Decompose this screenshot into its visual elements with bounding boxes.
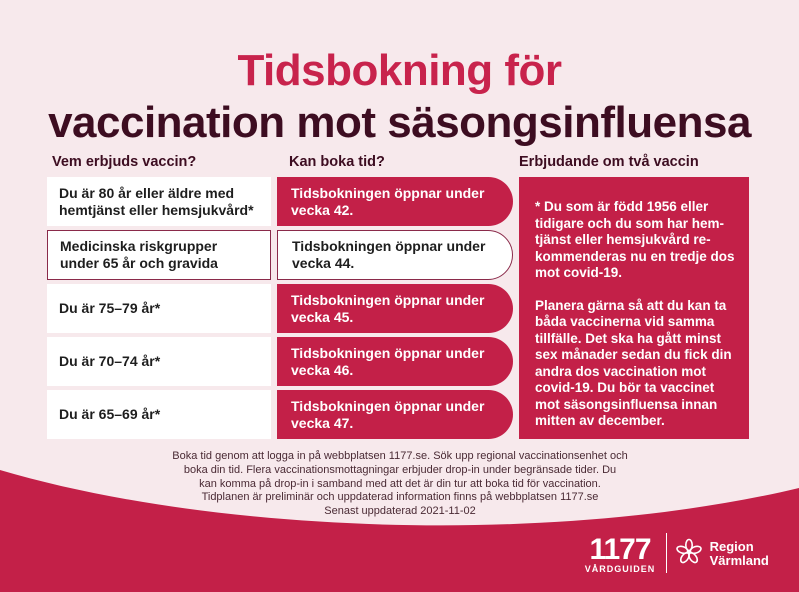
column-header-offer: Erbjudande om två vaccin bbox=[519, 154, 699, 170]
booking-text: Tidsbokningen öppnar under vecka 46. bbox=[291, 344, 485, 378]
booking-box bbox=[277, 230, 513, 280]
page-title-line1: Tidsbokning för bbox=[237, 46, 562, 95]
booking-box bbox=[277, 390, 513, 439]
booking-info-text bbox=[150, 450, 650, 519]
booking-text: Tidsbokningen öppnar under vecka 42. bbox=[291, 184, 485, 218]
offer-paragraph: * Du som är född 1956 eller tidigare och du som har hem-tjänst eller hemsjukvård re-kommenderas nu en tredje dos mot covid-19. bbox=[535, 199, 735, 280]
booking-box bbox=[277, 284, 513, 333]
offer-paragraph: Planera gärna så att du kan ta båda vaccinerna vid samma tillfälle. Det ska ha gått minst sex månader sedan du fick din andra dos vaccination mot covid-19. Du bör ta vaccinet mot säsongsinfluensa innan mitten av december. bbox=[535, 297, 732, 428]
eligibility-text: Medicinska riskgrupper under 65 år och gravida bbox=[60, 238, 218, 271]
region-logo-line1: Region bbox=[709, 538, 754, 554]
booking-text: Tidsbokningen öppnar under vecka 45. bbox=[291, 291, 485, 325]
footer-line: Boka tid genom att logga in på webbplatsen 1177.se. Sök upp regional vaccinationsenhet och bbox=[172, 450, 628, 462]
two-vaccine-offer-panel bbox=[519, 177, 749, 439]
column-header-when: Kan boka tid? bbox=[289, 154, 385, 170]
region-logo-line2: Värmland bbox=[709, 552, 769, 568]
booking-box bbox=[277, 177, 513, 226]
eligibility-box bbox=[47, 337, 271, 386]
eligibility-box bbox=[47, 230, 271, 280]
eligibility-box bbox=[47, 284, 271, 333]
region-varmland-logo bbox=[676, 538, 769, 569]
vardguiden-logo bbox=[580, 533, 660, 574]
booking-text: Tidsbokningen öppnar under vecka 44. bbox=[292, 238, 486, 271]
eligibility-box bbox=[47, 390, 271, 439]
eligibility-text: Du är 75–79 år* bbox=[59, 300, 161, 316]
booking-box bbox=[277, 337, 513, 386]
page-title-line2: vaccination mot säsongsinfluensa bbox=[48, 98, 751, 147]
eligibility-text: Du är 65–69 år* bbox=[59, 406, 161, 422]
logo-divider bbox=[666, 533, 667, 573]
column-header-who: Vem erbjuds vaccin? bbox=[52, 154, 197, 170]
vardguiden-logo-number: 1177 bbox=[589, 533, 651, 566]
vardguiden-logo-label: VÅRDGUIDEN bbox=[584, 564, 656, 574]
footer-line: kan komma på drop-in i samband med att det är din tur att boka tid för vaccination. bbox=[199, 477, 601, 490]
footer-line: Tidplanen är preliminär och uppdaterad information finns på webbplatsen 1177.se bbox=[201, 491, 599, 504]
last-updated-text: Senast uppdaterad 2021-11-02 bbox=[324, 505, 476, 518]
footer-line: boka din tid. Flera vaccinationsmottagningar erbjuder drop-in under begränsade tider. Du bbox=[183, 463, 617, 476]
eligibility-text: Du är 80 år eller äldre med hemtjänst eller hemsjukvård* bbox=[59, 184, 254, 218]
eligibility-box bbox=[47, 177, 271, 226]
flower-icon bbox=[676, 538, 702, 569]
eligibility-text: Du är 70–74 år* bbox=[59, 353, 161, 369]
booking-text: Tidsbokningen öppnar under vecka 47. bbox=[291, 397, 485, 431]
